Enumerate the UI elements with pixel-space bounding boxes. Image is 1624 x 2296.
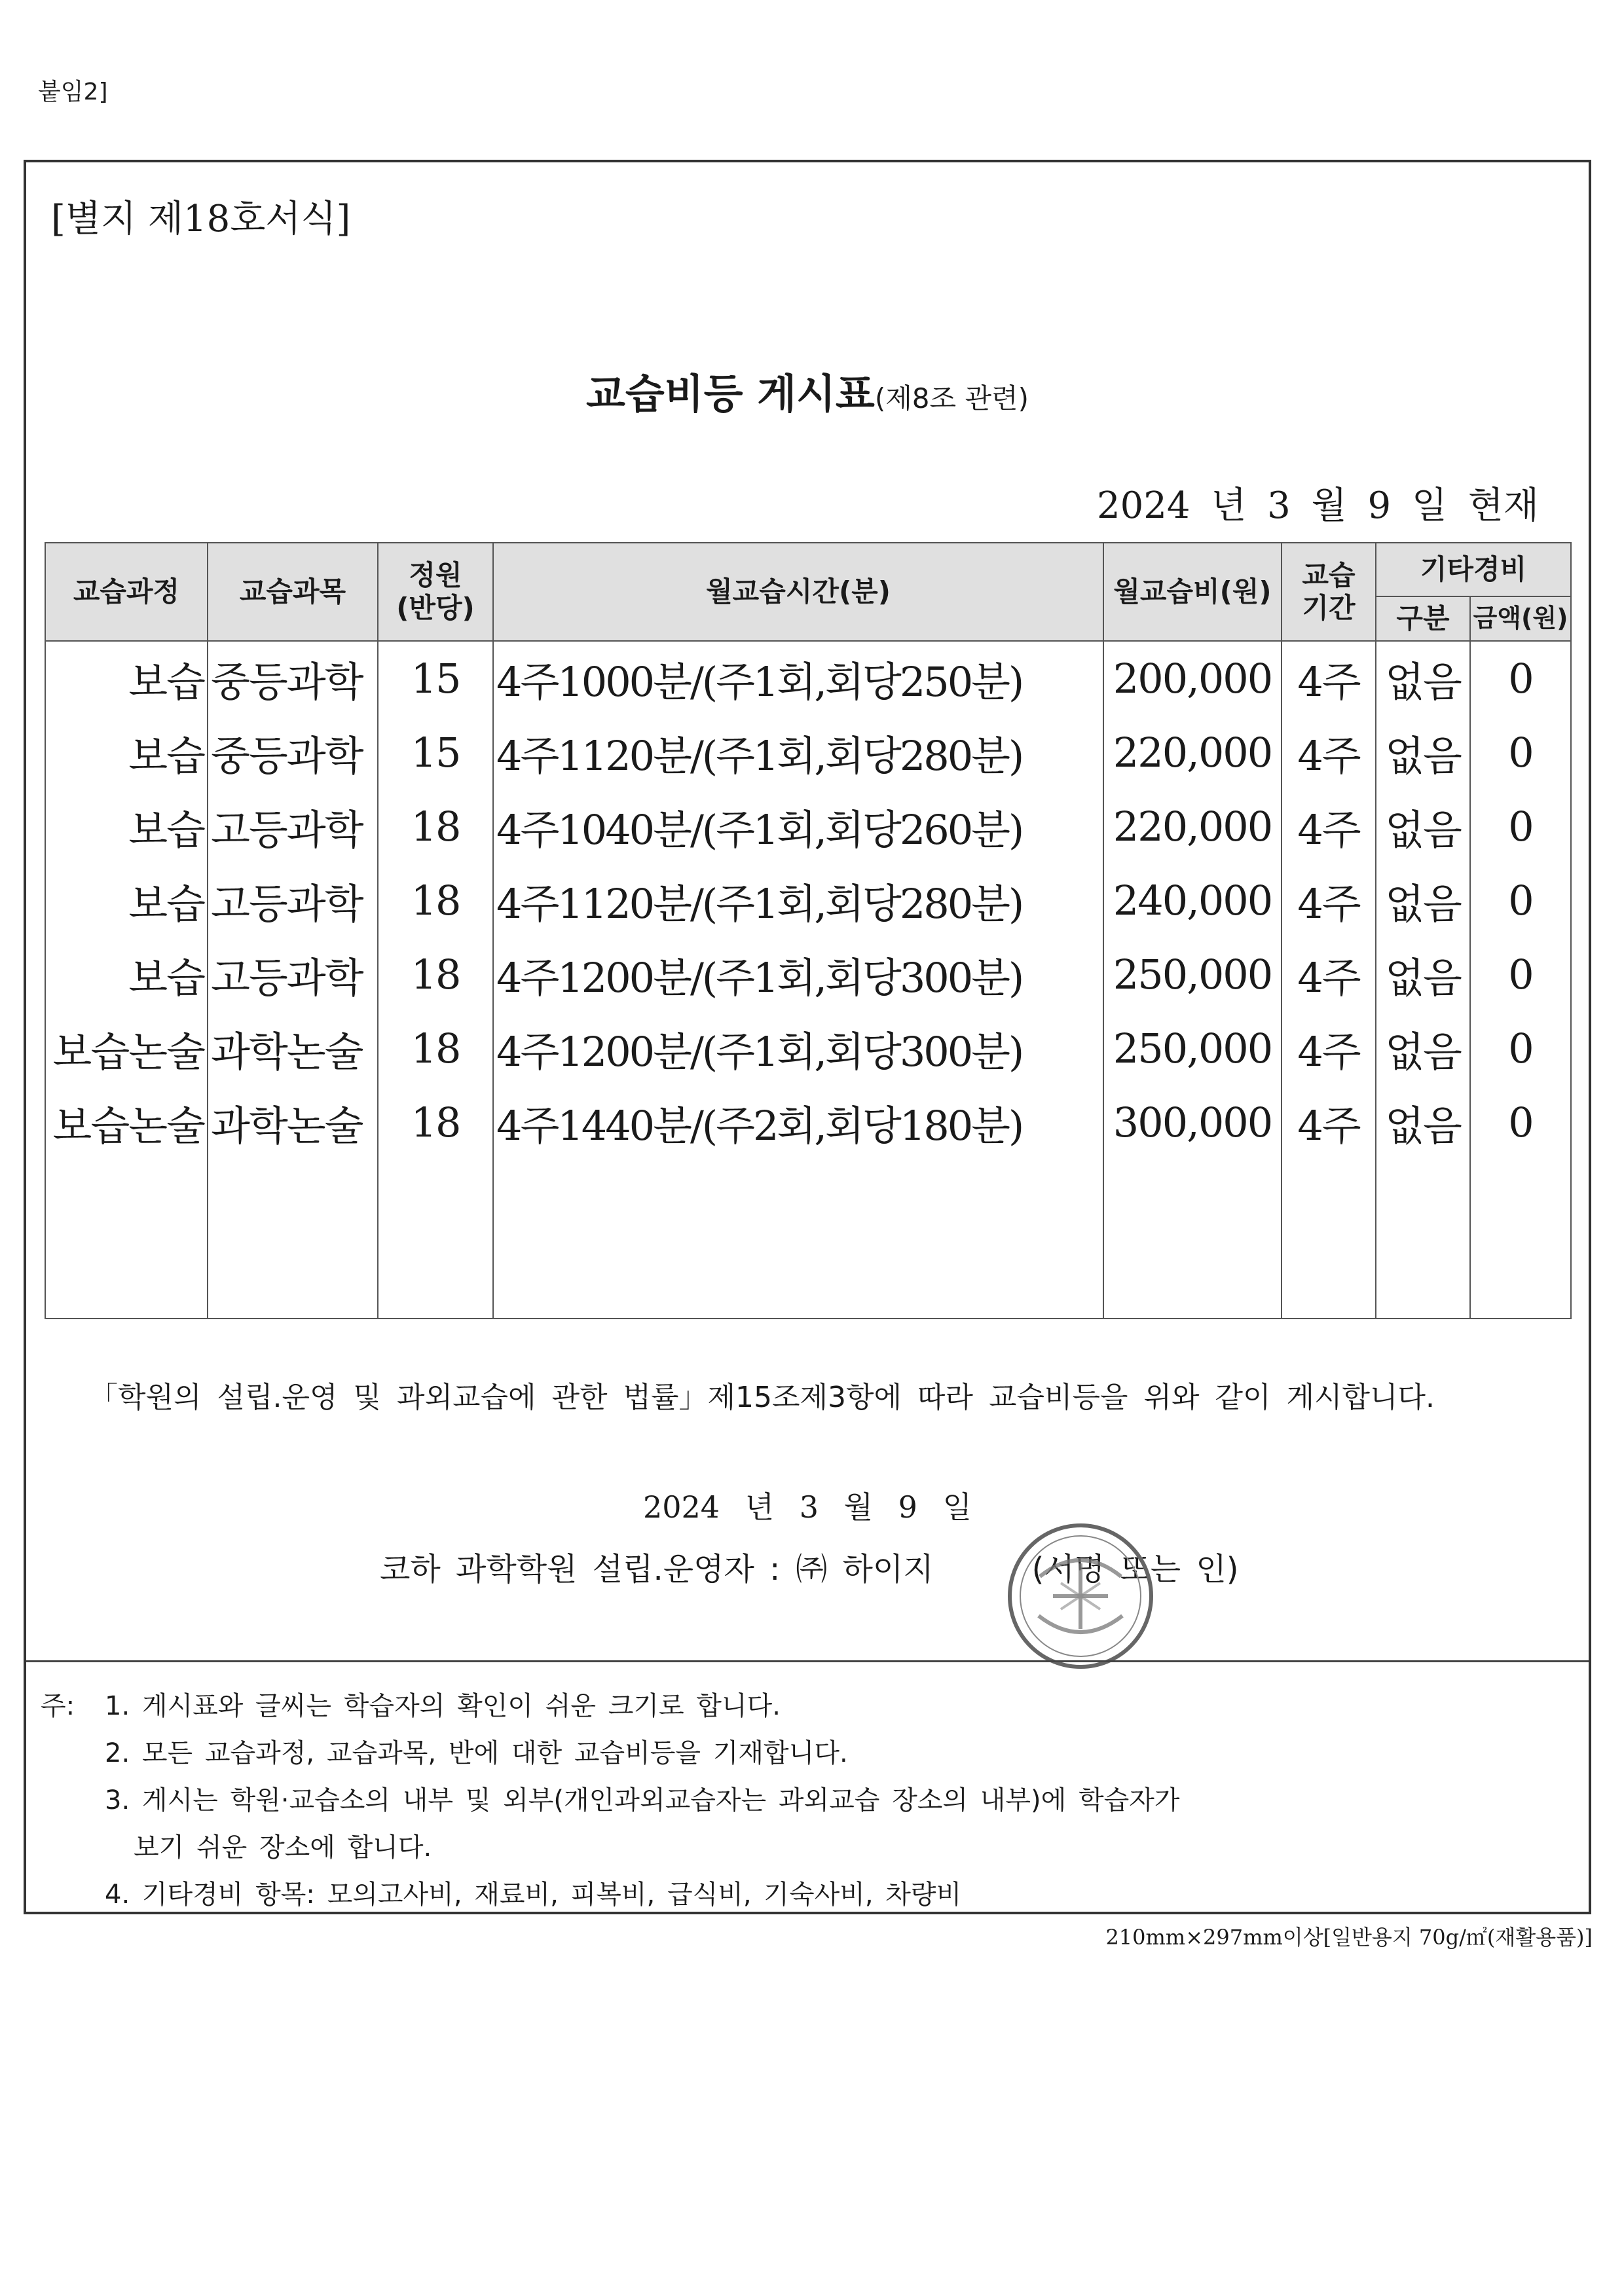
document-title-main: 교습비등 게시표 [586, 370, 875, 418]
cell-course: 보습 [45, 790, 208, 864]
table-row [45, 790, 1571, 864]
cell-monthly-fee: 250,000 [1103, 1011, 1282, 1085]
note-item [41, 1871, 1180, 1918]
cell-subject: 과학논술 [208, 1085, 378, 1159]
cell-monthly-fee: 220,000 [1103, 790, 1282, 864]
form-frame [24, 160, 1591, 1914]
cell-monthly-time: 4주1000분/(주1회,회당250분) [493, 641, 1103, 716]
header-category: 구분 [1376, 596, 1470, 641]
header-capacity [378, 543, 493, 641]
cell-subject: 과학논술 [208, 1011, 378, 1085]
note-item-continued [41, 1824, 1180, 1871]
table-row [45, 1085, 1571, 1159]
corp-mark: ㈜ [796, 1551, 828, 1588]
cell-period: 4주 [1282, 641, 1376, 716]
cell-monthly-fee: 200,000 [1103, 641, 1282, 716]
cell-subject: 고등과학 [208, 790, 378, 864]
cell-course: 보습 [45, 864, 208, 938]
cell-subject: 고등과학 [208, 864, 378, 938]
seal-stamp-icon [1002, 1518, 1159, 1675]
cell-period: 4주 [1282, 1085, 1376, 1159]
cell-amount: 0 [1470, 716, 1571, 790]
notes-divider [26, 1660, 1589, 1662]
cell-monthly-fee: 300,000 [1103, 1085, 1282, 1159]
cell-monthly-time: 4주1440분/(주2회,회당180분) [493, 1085, 1103, 1159]
table-row [45, 1011, 1571, 1085]
empty-table-row [45, 1159, 1571, 1319]
cell-course: 보습 [45, 641, 208, 716]
cell-course: 보습 [45, 938, 208, 1011]
header-period-line1: 교습 [1302, 558, 1356, 591]
header-monthly-time: 월교습시간(분) [493, 543, 1103, 641]
cell-capacity: 18 [378, 790, 493, 864]
cell-subject: 중등과학 [208, 641, 378, 716]
header-period-line2: 기간 [1302, 592, 1356, 624]
cell-monthly-time: 4주1200분/(주1회,회당300분) [493, 938, 1103, 1011]
cell-category: 없음 [1376, 864, 1470, 938]
cell-category: 없음 [1376, 641, 1470, 716]
signer-label: 코하 과학학원 설립.운영자 : [380, 1551, 781, 1588]
cell-capacity: 18 [378, 1085, 493, 1159]
attachment-label: 붙임2] [38, 79, 108, 105]
cell-category: 없음 [1376, 790, 1470, 864]
cell-period: 4주 [1282, 716, 1376, 790]
cell-monthly-time: 4주1120분/(주1회,회당280분) [493, 716, 1103, 790]
cell-monthly-time: 4주1120분/(주1회,회당280분) [493, 864, 1103, 938]
cell-monthly-time: 4주1040분/(주1회,회당260분) [493, 790, 1103, 864]
note-text: 4. 기타경비 항목: 모의고사비, 재료비, 피복비, 급식비, 기숙사비, 차량비 [105, 1880, 962, 1910]
table-row [45, 938, 1571, 1011]
cell-amount: 0 [1470, 938, 1571, 1011]
cell-amount: 0 [1470, 790, 1571, 864]
notes-lead: 주: [41, 1691, 75, 1721]
header-other-expenses: 기타경비 [1376, 543, 1571, 596]
signer-name: 하이지 [842, 1551, 934, 1588]
document-title-sub: (제8조 관련) [874, 382, 1029, 414]
note-text: 2. 모든 교습과정, 교습과목, 반에 대한 교습비등을 기재합니다. [105, 1738, 848, 1768]
law-statement: 「학원의 설립.운영 및 과외교습에 관한 법률」제15조제3항에 따라 교습비등을 위와 같이 게시합니다. [89, 1381, 1435, 1414]
note-text: 보기 쉬운 장소에 합니다. [134, 1832, 432, 1863]
cell-period: 4주 [1282, 864, 1376, 938]
cell-period: 4주 [1282, 1011, 1376, 1085]
note-text: 3. 게시는 학원·교습소의 내부 및 외부(개인과외교습자는 과외교습 장소의 내부)에 학습자가 [105, 1785, 1180, 1815]
current-date: 2024 년 3 월 9 일 현재 [1096, 484, 1539, 527]
note-text: 1. 게시표와 글씨는 학습자의 확인이 쉬운 크기로 합니다. [105, 1691, 781, 1721]
issue-date: 2024 년 3 월 9 일 [642, 1489, 972, 1525]
note-item [41, 1683, 1180, 1730]
cell-capacity: 18 [378, 864, 493, 938]
table-row [45, 716, 1571, 790]
header-period [1282, 543, 1376, 641]
cell-subject: 고등과학 [208, 938, 378, 1011]
header-subject: 교습과목 [208, 543, 378, 641]
header-capacity-line1: 정원 [409, 558, 462, 591]
cell-monthly-fee: 220,000 [1103, 716, 1282, 790]
cell-category: 없음 [1376, 938, 1470, 1011]
signature-note: (서명 또는 인) [1031, 1551, 1239, 1588]
cell-capacity: 18 [378, 1011, 493, 1085]
cell-amount: 0 [1470, 641, 1571, 716]
cell-capacity: 15 [378, 641, 493, 716]
notes-section [41, 1683, 1180, 1918]
table-row [45, 864, 1571, 938]
cell-course: 보습논술 [45, 1085, 208, 1159]
cell-period: 4주 [1282, 938, 1376, 1011]
fee-table [45, 542, 1572, 1319]
cell-course: 보습논술 [45, 1011, 208, 1085]
cell-subject: 중등과학 [208, 716, 378, 790]
header-monthly-fee: 월교습비(원) [1103, 543, 1282, 641]
note-item [41, 1777, 1180, 1824]
cell-monthly-fee: 240,000 [1103, 864, 1282, 938]
document-title [26, 361, 1589, 420]
cell-monthly-time: 4주1200분/(주1회,회당300분) [493, 1011, 1103, 1085]
cell-monthly-fee: 250,000 [1103, 938, 1282, 1011]
form-number-label: [별지 제18호서식] [51, 198, 351, 240]
header-capacity-line2: (반당) [396, 592, 475, 624]
cell-amount: 0 [1470, 1011, 1571, 1085]
cell-category: 없음 [1376, 716, 1470, 790]
paper-spec: 210mm×297mm이상[일반용지 70g/㎡(재활용품)] [1105, 1925, 1593, 1950]
cell-course: 보습 [45, 716, 208, 790]
header-amount: 금액(원) [1470, 596, 1571, 641]
cell-category: 없음 [1376, 1011, 1470, 1085]
cell-category: 없음 [1376, 1085, 1470, 1159]
header-course: 교습과정 [45, 543, 208, 641]
cell-capacity: 18 [378, 938, 493, 1011]
note-item [41, 1730, 1180, 1777]
table-row [45, 641, 1571, 716]
cell-amount: 0 [1470, 1085, 1571, 1159]
cell-period: 4주 [1282, 790, 1376, 864]
cell-capacity: 15 [378, 716, 493, 790]
cell-amount: 0 [1470, 864, 1571, 938]
